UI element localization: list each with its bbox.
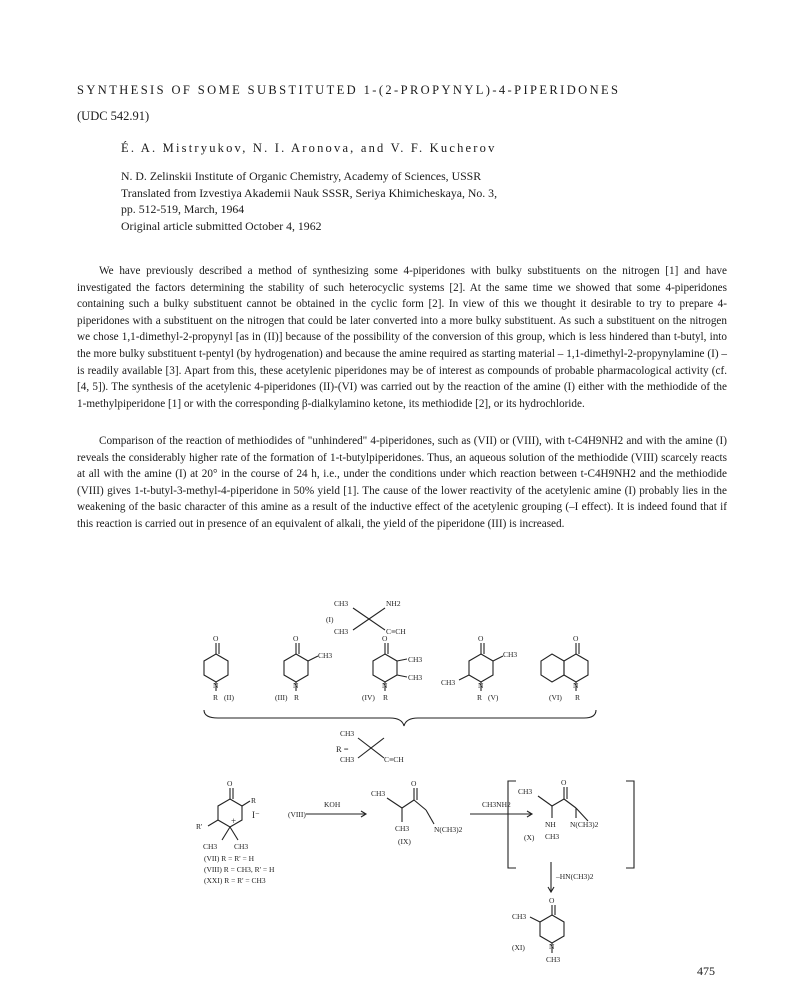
compound-label: (V) bbox=[488, 693, 499, 702]
oxygen-label: O bbox=[227, 779, 233, 788]
ch3-label: CH3 bbox=[503, 650, 518, 659]
ch3-label: CH3 bbox=[334, 627, 349, 636]
compound-label: (VI) bbox=[549, 693, 562, 702]
pages-line: pp. 512-519, March, 1964 bbox=[121, 202, 245, 216]
compound-label: (XI) bbox=[512, 943, 525, 952]
authors: É. A. Mistryukov, N. I. Aronova, and V. F. Kucherov bbox=[121, 141, 497, 155]
oxygen-label: O bbox=[293, 634, 299, 643]
page-number: 475 bbox=[697, 964, 715, 978]
oxygen-label: O bbox=[411, 779, 417, 788]
article-title: SYNTHESIS OF SOME SUBSTITUTED 1-(2-PROPYNYL)-4-PIPERIDONES bbox=[77, 83, 621, 97]
nitrogen-label: N bbox=[382, 681, 388, 690]
oxygen-label: O bbox=[478, 634, 484, 643]
compound-label: (IV) bbox=[362, 693, 375, 702]
nitrogen-label: N bbox=[293, 681, 299, 690]
ch3-label: CH3 bbox=[371, 789, 386, 798]
nh-label: NH bbox=[545, 820, 556, 829]
alkyne-label: C≡CH bbox=[386, 627, 406, 636]
ch3-label: CH3 bbox=[340, 729, 355, 738]
nitrogen-label: N bbox=[213, 681, 219, 690]
compound-label: (X) bbox=[524, 833, 535, 842]
oxygen-label: O bbox=[213, 634, 219, 643]
oxygen-label: O bbox=[549, 896, 555, 905]
ch3-label: CH3 bbox=[234, 842, 249, 851]
ch3-label: CH3 bbox=[546, 955, 561, 964]
nitrogen-label: N bbox=[478, 681, 484, 690]
elimination-label: –HN(CH3)2 bbox=[556, 872, 594, 881]
compound-label: (I) bbox=[326, 615, 334, 624]
body-paragraph-1 bbox=[77, 263, 727, 412]
ch3-label: CH3 bbox=[334, 599, 349, 608]
r-label: R bbox=[294, 693, 300, 702]
r-label: R bbox=[383, 693, 389, 702]
dimethylamino-label: N(CH3)2 bbox=[570, 820, 599, 829]
submitted-line: Original article submitted October 4, 1962 bbox=[121, 218, 322, 233]
compound-label: (VIII) bbox=[288, 810, 306, 819]
ch3-label: CH3 bbox=[340, 755, 355, 764]
ch3-label: CH3 bbox=[512, 912, 527, 921]
nitrogen-label: N bbox=[549, 942, 555, 951]
paragraph-text: We have previously described a method of synthesizing some 4-piperidones with bulky substituents on the nitrogen [1] and have investigated the factors determining the stability of such heterocyclic systems [2]. At the same time we showed that some 4-piperidones containing such a bulky substituent cannot be obtained in the cyclic form [2]. In view of this we thought it desirable to try to prepare 4-piperidones with a substituent on the nitrogen that could be later converted into a more bulky substituent. As such a substituent on the nitrogen we chose 1,1-dimethyl-2-propynyl [as in (II)] because of the possibility of the conversion of this group, which is less hindered than t-butyl, into the more bulky substituent t-pentyl (by hydrogenation) and because the amine required as starting material – 1,1-dimethyl-2-propynylamine (I) – is readily available [3]. Apart from this, these acetylenic piperidones may be of interest as compounds of probable pharmacological activity (cf. [4, 5]). The synthesis of the acetylenic 4-piperidones (II)-(VI) was carried out by the reaction of the amine (I) either with the methiodide of the 1-methylpiperidone [1] or with the corresponding β-dialkylamino ketone, its methiodide [2], or its hydrochloride. bbox=[77, 265, 727, 410]
oxygen-label: O bbox=[561, 778, 567, 787]
compound-label: (II) bbox=[224, 693, 234, 702]
affiliation-block bbox=[121, 168, 497, 234]
reagent-label: KOH bbox=[324, 800, 341, 809]
reaction-scheme bbox=[190, 596, 750, 966]
r-label: R bbox=[477, 693, 483, 702]
oxygen-label: O bbox=[382, 634, 388, 643]
nh2-label: NH2 bbox=[386, 599, 401, 608]
ch3-label: CH3 bbox=[518, 787, 533, 796]
ch3-label: CH3 bbox=[408, 673, 423, 682]
paragraph-text: Comparison of the reaction of methiodides of "unhindered" 4-piperidones, such as (VII) or (VIII), with t-C4H9NH2 and with the amine (I) reveals the considerably higher rate of the formation of 1-t-butylpiperidones. Thus, an aqueous solution of the methiodide (VIII) scarcely reacts at all with the amine (I) at 20° in the course of 24 h, i.e., under the conditions under which reaction between t-C4H9NH2 and the methiodide (VIII) gives 1-t-butyl-3-methyl-4-piperidone in 50% yield [1]. The cause of the lower reactivity of the acetylenic amine (I) probably lies in the weakening of the basic character of this amine as a result of the inductive effect of the acetylenic grouping (–I effect). It is indeed found that if this reaction is carried out in presence of an equivalent of alkali, the yield of the piperidone (III) is increased. bbox=[77, 435, 727, 530]
source-line: Translated from Izvestiya Akademii Nauk SSSR, Seriya Khimicheskaya, No. 3, bbox=[121, 185, 498, 200]
oxygen-label: O bbox=[573, 634, 579, 643]
nitrogen-label: N bbox=[573, 681, 579, 690]
ch3-label: CH3 bbox=[318, 651, 333, 660]
compound-definition: (VII) R = R' = H bbox=[204, 854, 255, 863]
charge-label: + bbox=[231, 816, 237, 826]
r-label: R bbox=[575, 693, 581, 702]
ch3-label: CH3 bbox=[408, 655, 423, 664]
ch3-label: CH3 bbox=[395, 824, 410, 833]
ch3-label: CH3 bbox=[203, 842, 218, 851]
r-definition: R = bbox=[336, 744, 349, 754]
r-label: R bbox=[213, 693, 219, 702]
compound-label: (III) bbox=[275, 693, 288, 702]
dimethylamino-label: N(CH3)2 bbox=[434, 825, 463, 834]
ch3-label: CH3 bbox=[545, 832, 560, 841]
rprime-label: R' bbox=[196, 822, 203, 831]
ch3-label: CH3 bbox=[441, 678, 456, 687]
alkyne-label: C≡CH bbox=[384, 755, 404, 764]
reagent-label: CH3NH2 bbox=[482, 800, 511, 809]
body-paragraph-2 bbox=[77, 433, 727, 533]
compound-definition: (VIII) R = CH3, R' = H bbox=[204, 865, 275, 874]
compound-label: (IX) bbox=[398, 837, 411, 846]
udc-code: (UDC 542.91) bbox=[77, 109, 150, 123]
r-label: R bbox=[251, 796, 257, 805]
compound-definition: (XXI) R = R' = CH3 bbox=[204, 876, 266, 885]
iodide-label: I⁻ bbox=[252, 810, 260, 820]
affiliation-line: N. D. Zelinskii Institute of Organic Chemistry, Academy of Sciences, USSR bbox=[121, 169, 482, 183]
